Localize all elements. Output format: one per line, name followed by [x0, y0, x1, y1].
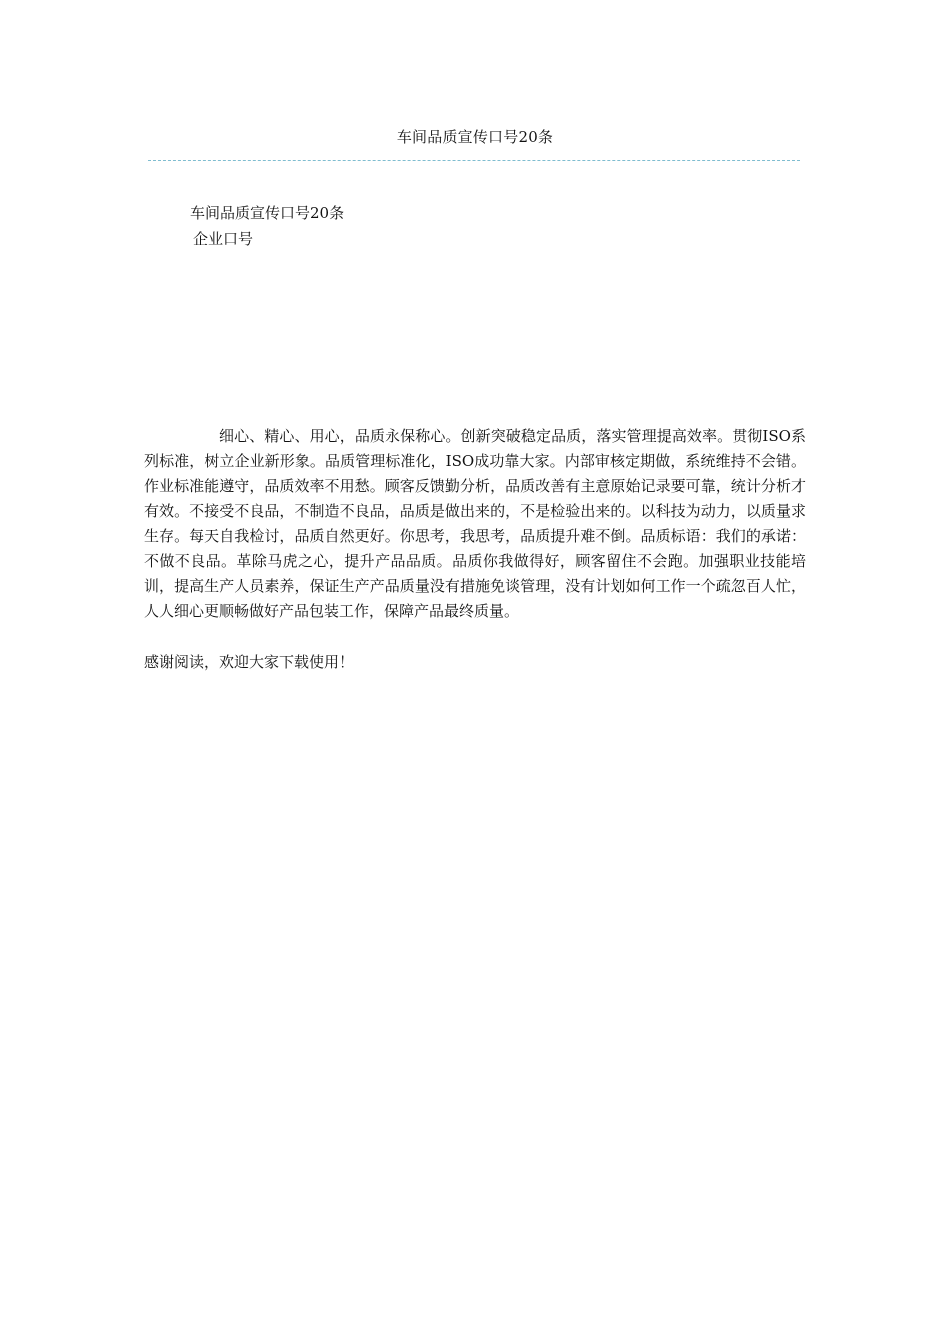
closing-line: 感谢阅读，欢迎大家下载使用！	[144, 653, 355, 671]
header-divider	[148, 160, 800, 161]
document-title: 车间品质宣传口号20条	[190, 204, 345, 222]
page-header-title: 车间品质宣传口号20条	[396, 128, 554, 146]
document-subtitle: 企业口号	[193, 230, 254, 248]
body-paragraph: 细心、精心、用心，品质永保称心。创新突破稳定品质，落实管理提高效率。贯彻ISO系列标准，树立企业新形象。品质管理标准化，ISO成功靠大家。内部审核定期做，系统维持不会错。作业标准能遵守，品质效率不用愁。顾客反馈勤分析，品质改善有主意原始记录要可靠，统计分析才有效。不接受不良品，不制造不良品，品质是做出来的，不是检验出来的。以科技为动力，以质量求生存。每天自我检讨，品质自然更好。你思考，我思考，品质提升难不倒。品质标语：我们的承诺：不做不良品。革除马虎之心，提升产品品质。品质你我做得好，顾客留住不会跑。加强职业技能培训，提高生产人员素养，保证生产产品质量没有措施免谈管理，没有计划如何工作一个疏忽百人忙，人人细心更顺畅做好产品包装工作，保障产品最终质量。	[144, 427, 806, 620]
